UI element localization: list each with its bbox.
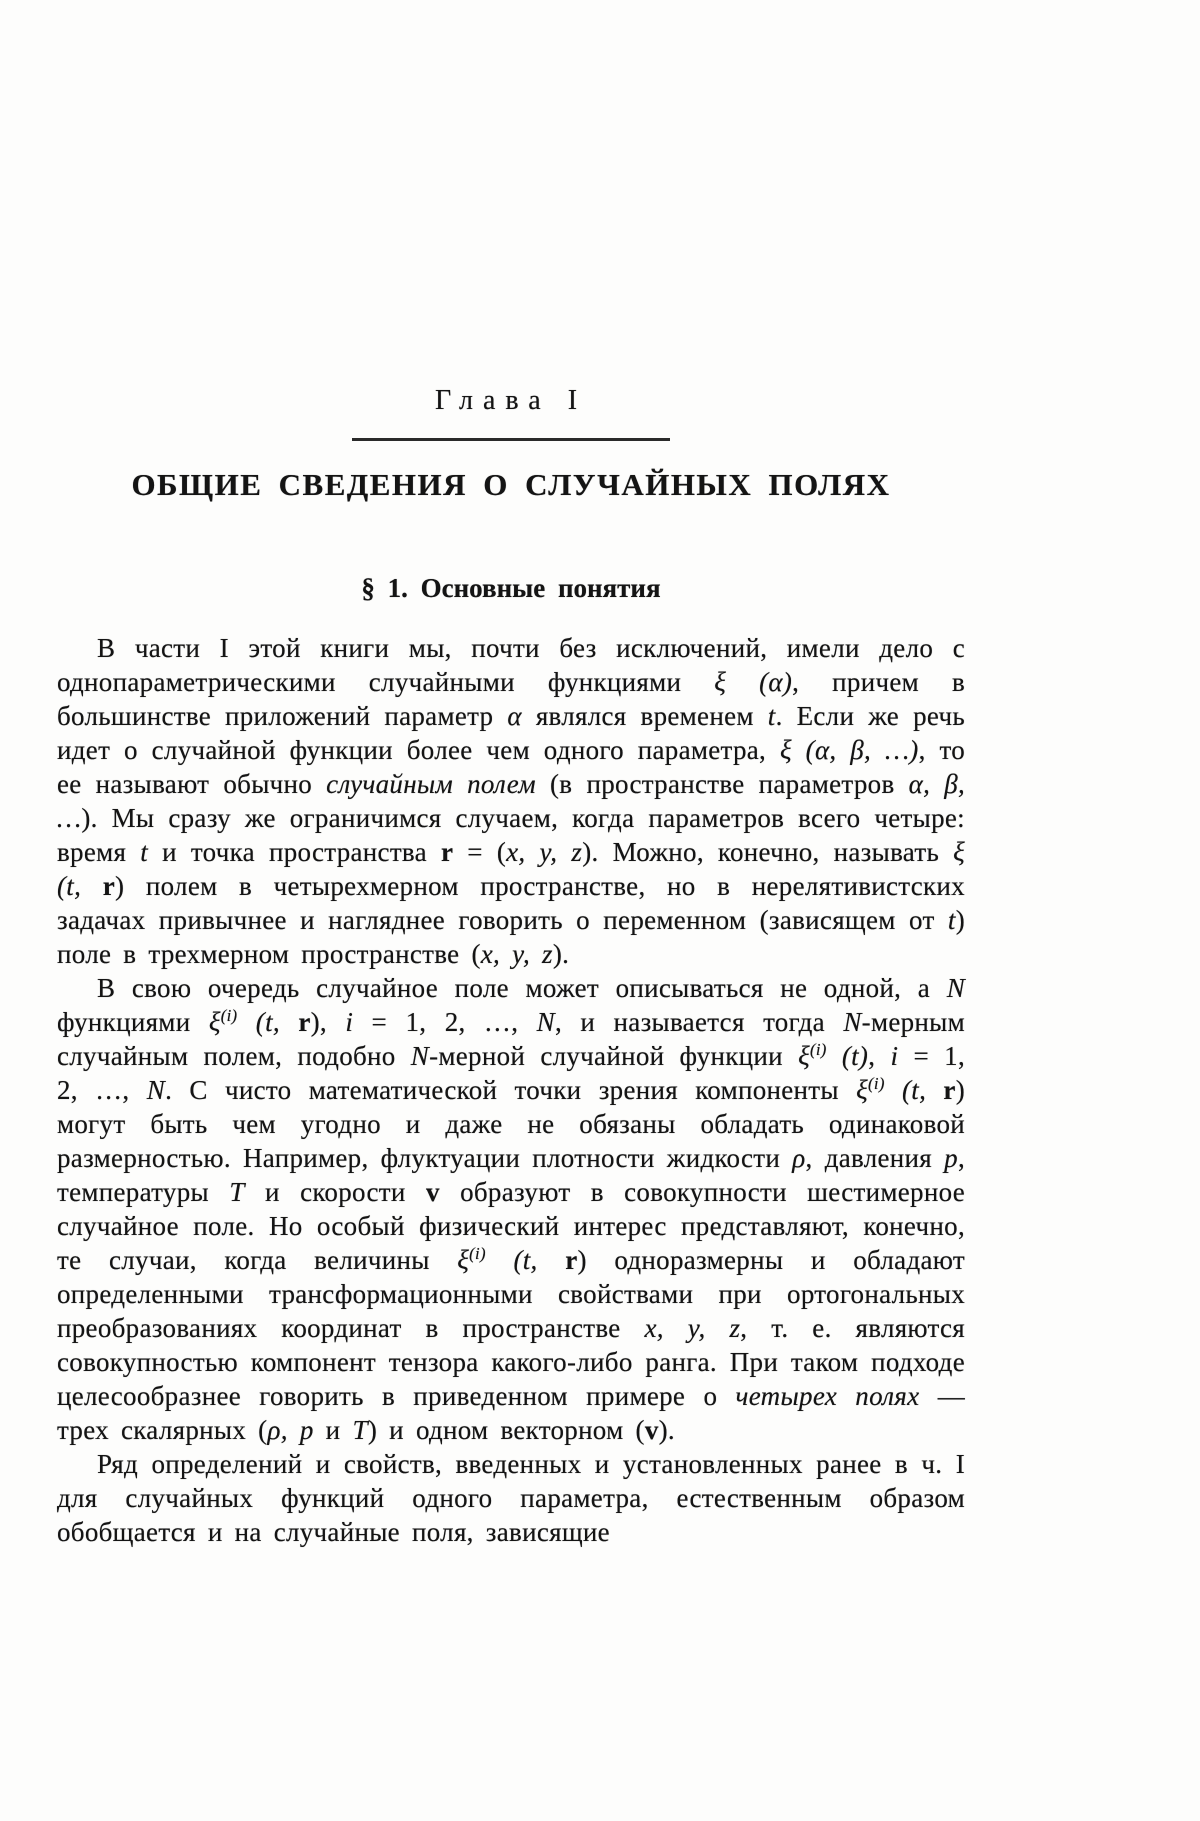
chapter-rule [352, 438, 670, 441]
chapter-heading: Глава I [434, 385, 588, 416]
paragraphs [57, 631, 965, 1549]
paragraph: В части I этой книги мы, почти без исключений, имели дело с однопараметрическими случайными функциями ξ (α), причем в большинстве приложений параметр α являлся временем t. Если же речь идет о случайной функции более чем одного параметра, ξ (α, β, …), то ее называют обычно случайным полем (в пространстве параметров α, β, …). Мы сразу же ограничимся случаем, когда параметров всего четыре: время t и точка пространства r = (x, y, z). Можно, конечно, называть ξ (t, r) полем в четырехмерном пространстве, но в нерелятивистских задачах привычнее и нагляднее говорить о переменном (зависящем от t) поле в трехмерном пространстве (x, y, z). [57, 633, 966, 969]
section-heading: § 1. Основные понятия [361, 573, 661, 603]
paragraph: Ряд определений и свойств, введенных и установленных ранее в ч. I для случайных функций одного параметра, естественным образом обобщается и на случайные поля, зависящие [57, 1449, 965, 1547]
page-content [57, 386, 965, 1549]
page-title: ОБЩИЕ СВЕДЕНИЯ О СЛУЧАЙНЫХ ПОЛЯХ [131, 467, 891, 502]
paragraph: В свою очередь случайное поле может описываться не одной, а N функциями $\xi^{(i)}$ (t, r), i = 1, 2, …, N, и называется тогда N-мерным случайным полем, подобно N-мерной случайной функции $\xi^{(i)}$ (t), i = 1, 2, …, N. С чисто математической точки зрения компоненты $\xi^{(i)}$ (t, r) могут быть чем угодно и даже не обязаны обладать одинаковой размерностью. Например, флуктуации плотности жидкости ρ, давления p, температуры T и скорости v образуют в совокупности шестимерное случайное поле. Но особый физический интерес представляют, конечно, те случаи, когда величины $\xi^{(i)}$ (t, r) одноразмерны и обладают определенными трансформационными свойствами при ортогональных преобразованиях координат в пространстве x, y, z, т. е. являются совокупностью компонент тензора какого-либо ранга. При таком подходе целесообразнее говорить в приведенном примере о четырех полях — трех скалярных (ρ, p и T) и одном векторном (v). [57, 973, 965, 1445]
